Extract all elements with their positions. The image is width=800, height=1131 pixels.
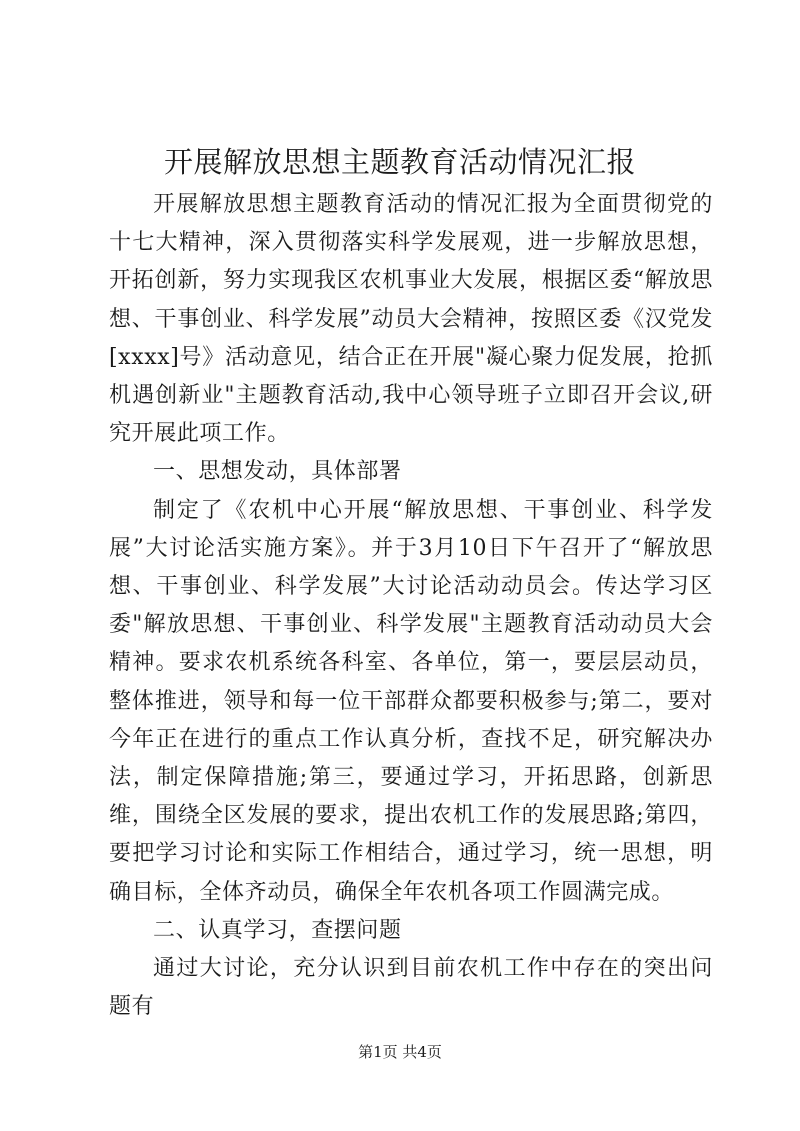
document-body (109, 186, 713, 1026)
section-heading-1: 一、思想发动，具体部署 (153, 459, 402, 485)
intro-paragraph: 开展解放思想主题教育活动的情况汇报为全面贯彻党的十七大精神，深入贯彻落实科学发展观，进一步解放思想，开拓创新，努力实现我区农机事业大发展，根据区委“解放思想、干事创业、科学发展”动员大会精神，按照区委《汉党发[xxxx]号》活动意见，结合正在开展"凝心聚力促发展，抢抓机遇创新业"主题教育活动,我中心领导班子立即召开会议,研究开展此项工作。 (109, 192, 713, 447)
document-title: 开展解放思想主题教育活动情况汇报 (163, 145, 636, 179)
section-2-paragraph: 通过大讨论，充分认识到目前农机工作中存在的突出问题有 (109, 956, 713, 1020)
section-1-paragraph: 制定了《农机中心开展“解放思想、干事创业、科学发展”大讨论活实施方案》。并于3月10日下午召开了“解放思想、干事创业、科学发展”大讨论活动动员会。传达学习区委"解放思想、干事创业、科学发展"主题教育活动动员大会精神。要求农机系统各科室、各单位，第一，要层层动员，整体推进，领导和每一位干部群众都要积极参与;第二，要对今年正在进行的重点工作认真分析，查找不足，研究解决办法，制定保障措施;第三，要通过学习，开拓思路，创新思维，围绕全区发展的要求，提出农机工作的发展思路;第四，要把学习讨论和实际工作相结合，通过学习，统一思想，明确目标，全体齐动员，确保全年农机各项工作圆满完成。 (109, 497, 713, 905)
section-heading-2: 二、认真学习，查摆问题 (153, 917, 402, 943)
page-number-footer: 第1页 共4页 (358, 1043, 442, 1061)
